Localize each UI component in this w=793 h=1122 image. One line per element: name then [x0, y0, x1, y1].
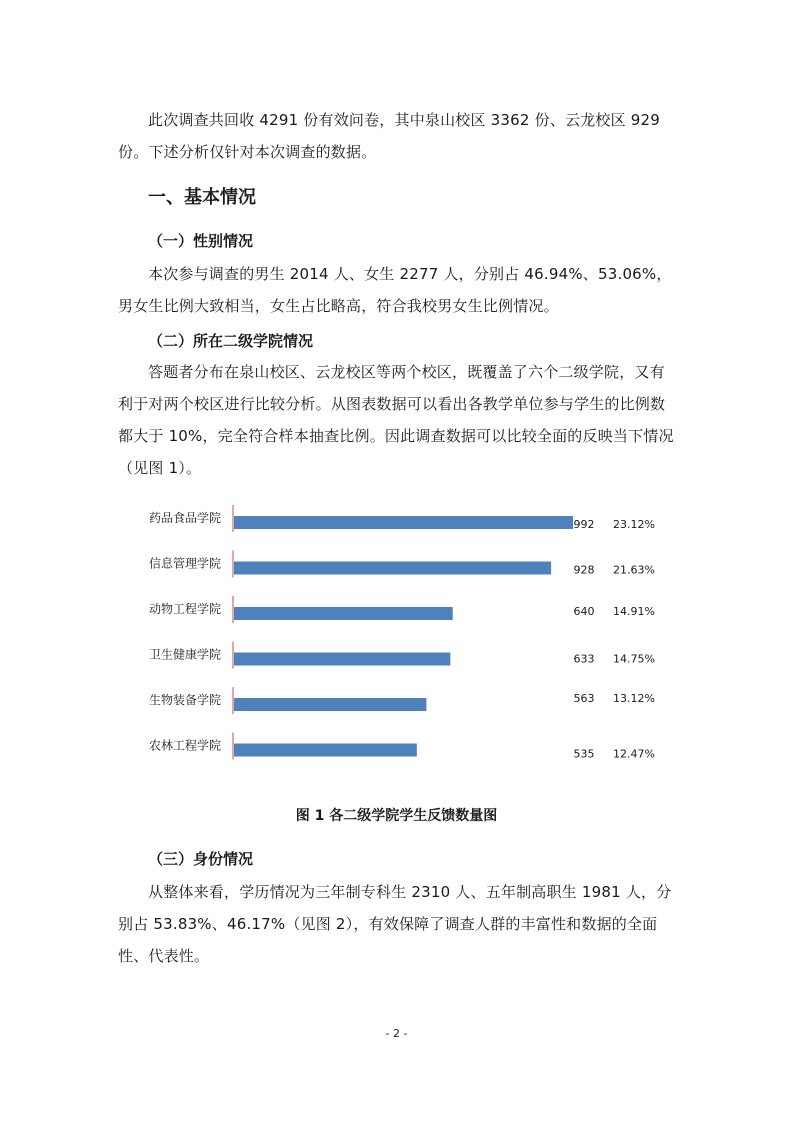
section-title-basic: 一、基本情况: [148, 187, 256, 208]
category-label: 动物工程学院: [148, 602, 221, 616]
value-label: 535: [573, 747, 595, 761]
category-label: 农林工程学院: [148, 738, 221, 753]
value-label: 563: [573, 692, 595, 705]
category-label: 生物装备学院: [148, 693, 221, 707]
value-label: 928: [573, 563, 595, 577]
bar-6: [234, 744, 417, 757]
figure-caption: 图 1 各二级学院学生反馈数量图: [295, 808, 498, 824]
gender-paragraph: 本次参与调查的男生 2014 人、女生 2277 人，分别占 46.94%、53.06%，男女生比例大致相当，女生占比略高，符合我校男女生比例情况。: [118, 265, 672, 315]
college-paragraph: 答题者分布在泉山校区、云龙校区等两个校区，既覆盖了六个二级学院，又有利于对两个校区进行比较分析。从图表数据可以看出各教学单位参与学生的比例数都大于 10%，完全符合样本抽查比例。因此调查数据可以比较全面的反映当下情况（见图 1）。: [118, 363, 674, 477]
percent-label: 21.63%: [613, 563, 655, 577]
identity-paragraph: 从整体来看，学历情况为三年制专科生 2310 人、五年制高职生 1981 人，分别占 53.83%、46.17%（见图 2），有效保障了调查人群的丰富性和数据的全面性、代表性。: [118, 883, 672, 965]
value-label: 992: [573, 518, 595, 531]
subsection-title-college: （二）所在二级学院情况: [148, 332, 314, 350]
percent-label: 12.47%: [613, 747, 655, 761]
percent-label: 14.75%: [613, 652, 655, 666]
page-number: - 2 -: [385, 1027, 408, 1040]
percent-label: 14.91%: [613, 605, 655, 618]
bar-2: [234, 562, 551, 575]
category-label: 药品食品学院: [148, 511, 221, 525]
bar-5: [234, 698, 426, 711]
value-label: 633: [573, 652, 595, 666]
bar-4: [234, 653, 450, 666]
category-label: 卫生健康学院: [148, 647, 221, 662]
category-label: 信息管理学院: [148, 556, 221, 571]
percent-label: 23.12%: [613, 518, 655, 531]
subsection-title-gender: （一）性别情况: [148, 232, 254, 250]
bar-3: [234, 607, 453, 620]
value-label: 640: [573, 605, 595, 618]
intro-paragraph: 此次调查共回收 4291 份有效问卷，其中泉山校区 3362 份、云龙校区 929 份。下述分析仅针对本次调查的数据。: [118, 111, 661, 161]
bar-1: [234, 516, 573, 529]
subsection-title-identity: （三）身份情况: [148, 850, 254, 868]
percent-label: 13.12%: [613, 692, 655, 705]
